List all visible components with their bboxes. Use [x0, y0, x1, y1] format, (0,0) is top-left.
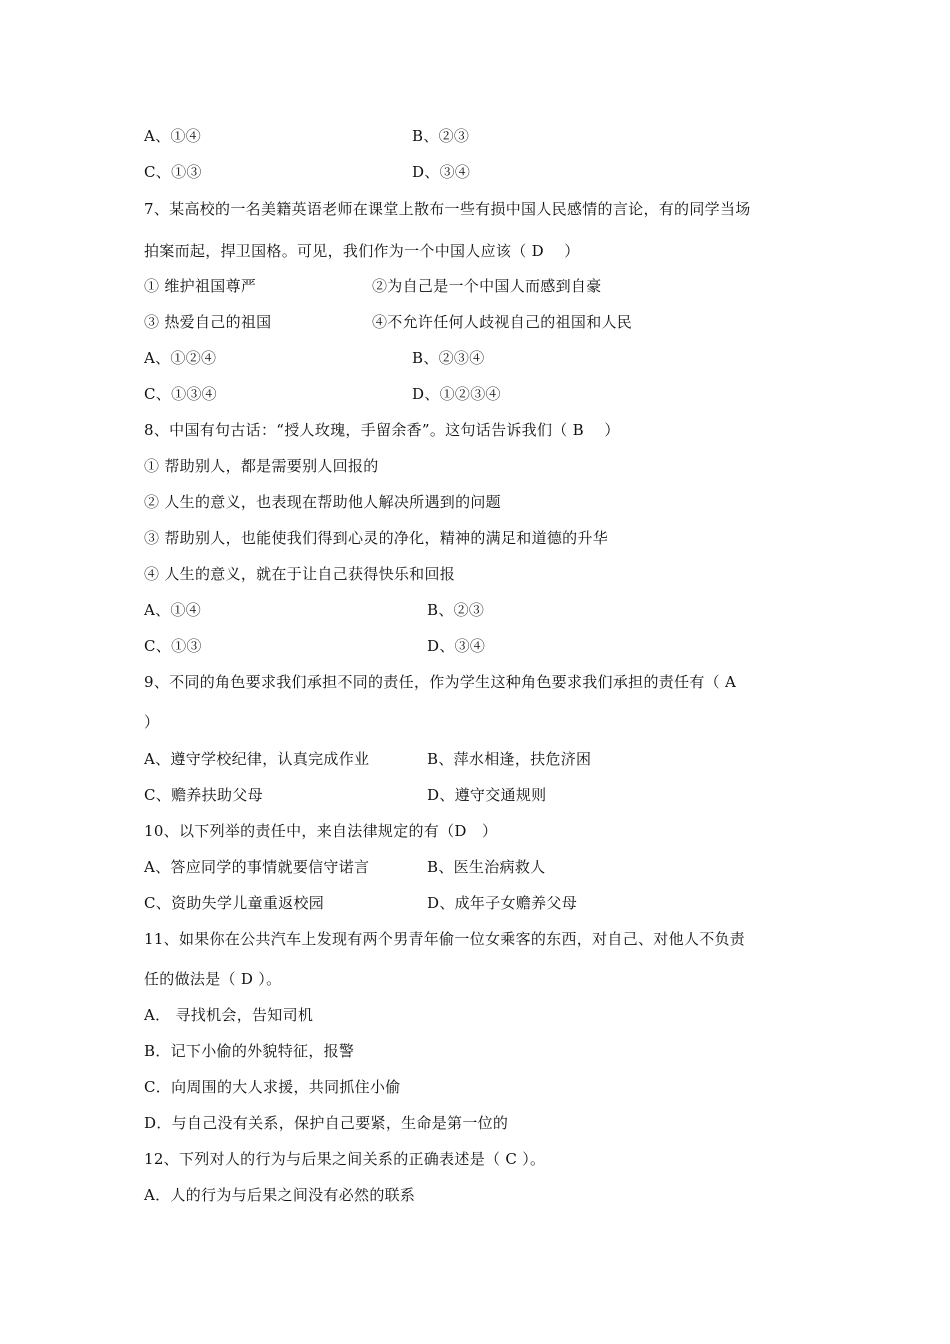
q7-stem-line1: 7、某高校的一名美籍英语老师在课堂上散布一些有损中国人民感情的言论，有的同学当场: [144, 200, 751, 218]
q10-option-c-d: C、资助失学儿童重返校园 D、成年子女赡养父母: [144, 894, 578, 912]
q11-stem-line2: 任的做法是（ D ）。: [144, 970, 282, 988]
q9-option-c-d: C、赡养扶助父母 D、遵守交通规则: [144, 786, 547, 804]
q8-option-c-d: C、①③ D、③④: [144, 637, 486, 655]
q6-option-a-b: A、①④ B、②③: [144, 127, 470, 145]
q9-stem-line2: ）: [144, 713, 160, 731]
q8-item-1: ① 帮助别人，都是需要别人回报的: [144, 457, 379, 475]
q8-item-3: ③ 帮助别人，也能使我们得到心灵的净化，精神的满足和道德的升华: [144, 529, 609, 547]
q7-option-c-d: C、①③④ D、①②③④: [144, 385, 501, 403]
q11-option-b: B．记下小偷的外貌特征，报警: [144, 1042, 355, 1060]
q8-item-4: ④ 人生的意义，就在于让自己获得快乐和回报: [144, 565, 456, 583]
q8-stem: 8、中国有句古话：“授人玫瑰，手留余香”。这句话告诉我们（ B ）: [144, 421, 620, 439]
q11-option-a: A． 寻找机会，告知司机: [144, 1006, 314, 1024]
q7-items-3-4: ③ 热爱自己的祖国 ④不允许任何人歧视自己的祖国和人民: [144, 313, 633, 331]
q11-option-c: C．向周围的大人求援，共同抓住小偷: [144, 1078, 401, 1096]
q10-stem: 10、以下列举的责任中，来自法律规定的有（D ）: [144, 822, 498, 840]
q12-stem: 12、下列对人的行为与后果之间关系的正确表述是（ C ）。: [144, 1150, 546, 1168]
q8-item-2: ② 人生的意义，也表现在帮助他人解决所遇到的问题: [144, 493, 501, 511]
q9-option-a-b: A、遵守学校纪律，认真完成作业 B、萍水相逢，扶危济困: [144, 750, 592, 768]
q7-option-a-b: A、①②④ B、②③④: [144, 349, 485, 367]
q6-option-c-d: C、①③ D、③④: [144, 163, 471, 181]
q12-option-a: A．人的行为与后果之间没有必然的联系: [144, 1186, 416, 1204]
q7-stem-line2: 拍案而起，捍卫国格。可见，我们作为一个中国人应该（ D ）: [144, 242, 580, 260]
q8-option-a-b: A、①④ B、②③: [144, 601, 485, 619]
q10-option-a-b: A、答应同学的事情就要信守诺言 B、医生治病救人: [144, 858, 546, 876]
q9-stem-line1: 9、不同的角色要求我们承担不同的责任，作为学生这种角色要求我们承担的责任有（ A: [144, 673, 737, 691]
q11-option-d: D．与自己没有关系，保护自己要紧，生命是第一位的: [144, 1114, 509, 1132]
q11-stem-line1: 11、如果你在公共汽车上发现有两个男青年偷一位女乘客的东西，对自己、对他人不负责: [144, 930, 746, 948]
q7-items-1-2: ① 维护祖国尊严 ②为自己是一个中国人而感到自豪: [144, 277, 602, 295]
